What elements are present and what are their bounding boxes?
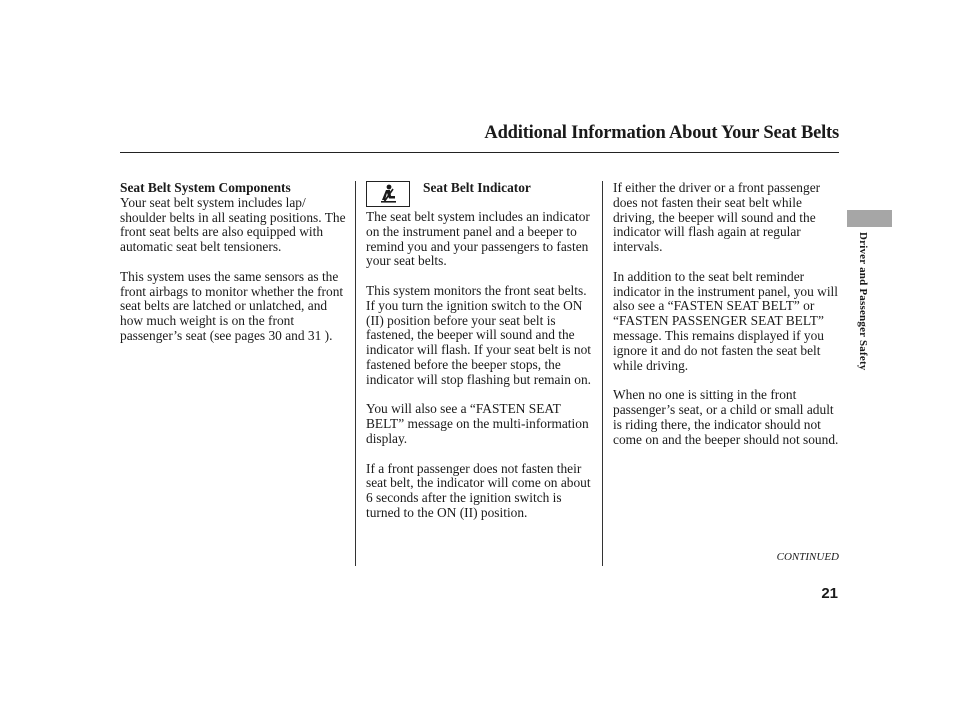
- paragraph: This system uses the same sensors as the front airbags to monitor whether the front seat belts are latched or unlatched, and how much weight is on the front passenger’s seat (see pages 30 and 31 ).: [120, 268, 344, 343]
- column-reminder-details: [613, 181, 843, 462]
- section-tab: [847, 210, 892, 227]
- paragraph: If either the driver or a front passenger does not fasten their seat belt while driving, the beeper will sound and the indicator will flash again at regular intervals.: [613, 180, 821, 255]
- paragraph: In addition to the seat belt reminder indicator in the instrument panel, you will also see a “FASTEN SEAT BELT” or “FASTEN PASSENGER SEAT BELT” message. This remains displayed if you ignore it and do not fasten the seat belt while driving.: [613, 268, 838, 373]
- paragraph: If a front passenger does not fasten their seat belt, the indicator will come on about 6 seconds after the ignition switch is turned to the ON (II) position.: [366, 460, 591, 520]
- column-divider: [355, 181, 356, 566]
- column-indicator: [366, 181, 594, 536]
- paragraph: You will also see a “FASTEN SEAT BELT” message on the multi-information display.: [366, 401, 589, 446]
- title-rule: [120, 152, 839, 153]
- section-heading-components: Seat Belt System Components: [120, 180, 291, 195]
- section-heading-indicator: Seat Belt Indicator: [423, 180, 531, 195]
- paragraph: Your seat belt system includes lap/ shoulder belts in all seating positions. The front seat belts are also equipped with automatic seat belt tensioners.: [120, 194, 346, 255]
- paragraph: The seat belt system includes an indicator on the instrument panel and a beeper to remind you and your passengers to fasten your seat belts.: [366, 209, 590, 269]
- page-number: 21: [821, 585, 838, 602]
- paragraph: When no one is sitting in the front passenger’s seat, or a child or small adult is riding there, the indicator should not come on and the beeper should not sound.: [613, 387, 839, 447]
- page-title: Additional Information About Your Seat Belts: [484, 123, 839, 143]
- continued-label: CONTINUED: [776, 551, 839, 563]
- column-divider: [602, 181, 603, 566]
- paragraph: This system monitors the front seat belts. If you turn the ignition switch to the ON (II) position before your seat belt is fastened, the beeper will sound and the indicator will flash. If your seat belt is not fastened before the beeper stops, the indicator will stop flashing but remain on.: [366, 282, 591, 387]
- column-components: [120, 181, 350, 359]
- section-label: Driver and Passenger Safety: [857, 232, 869, 371]
